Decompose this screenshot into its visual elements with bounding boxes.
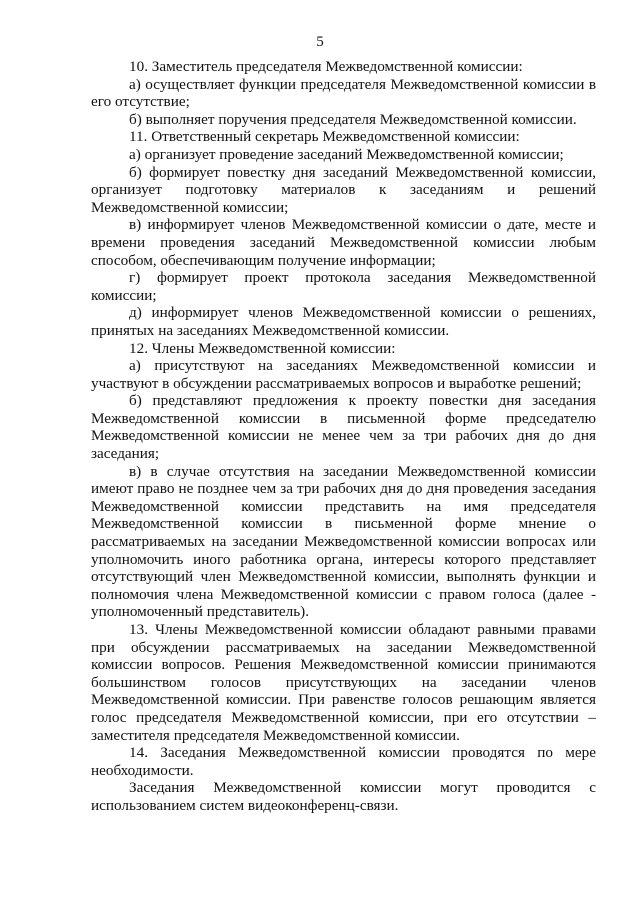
paragraph: б) формирует повестку дня заседаний Межведомственной комиссии, организует подготовку материалов к заседаниям и решений Межведомственной комиссии;: [91, 163, 596, 216]
paragraph: а) присутствуют на заседаниях Межведомственной комиссии и участвуют в обсуждении рассматриваемых вопросов и выработке решений;: [91, 357, 596, 392]
paragraph: д) информирует членов Межведомственной комиссии о решениях, принятых на заседаниях Межведомственной комиссии.: [91, 304, 596, 339]
paragraph: 10. Заместитель председателя Межведомственной комиссии:: [129, 58, 523, 75]
paragraph: Заседания Межведомственной комиссии могут проводится с использованием систем видеоконференц-связи.: [91, 779, 596, 814]
paragraph: б) представляют предложения к проекту повестки дня заседания Межведомственной комиссии в письменной форме председателю Межведомственной комиссии не менее чем за три рабочих дня до дня заседания;: [91, 392, 596, 463]
paragraph: г) формирует проект протокола заседания Межведомственной комиссии;: [91, 269, 596, 304]
paragraph: 14. Заседания Межведомственной комиссии проводятся по мере необходимости.: [91, 744, 596, 779]
paragraph: 11. Ответственный секретарь Межведомственной комиссии:: [129, 128, 520, 146]
document-body: [91, 58, 596, 815]
paragraph: 13. Члены Межведомственной комиссии обладают равными правами при обсуждении рассматриваемых на заседании Межведомственной комиссии вопросов. Решения Межведомственной комиссии принимаются большинством голосов присутствующих на заседании членов Межведомственной комиссии. При равенстве голосов решающим является голос председателя Межведомственной комиссии, при его отсутствии – заместителя председателя Межведомственной комиссии.: [91, 621, 596, 744]
paragraph: в) информирует членов Межведомственной комиссии о дате, месте и времени проведения заседаний Межведомственной комиссии любым способом, обеспечивающим получение информации;: [91, 216, 596, 269]
paragraph: а) осуществляет функции председателя Межведомственной комиссии в его отсутствие;: [91, 75, 596, 111]
paragraph: в) в случае отсутствия на заседании Межведомственной комиссии имеют право не позднее чем за три рабочих дня до дня проведения заседания Межведомственной комиссии представить на имя председателя Межведомственной комиссии в письменной форме мнение о рассматриваемых на заседании Межведомственной комиссии вопросах или уполномочить иного работника органа, интересы которого представляет отсутствующий член Межведомственной комиссии, выполнять функции и полномочия члена Межведомственной комиссии с правом голоса (далее - уполномоченный представитель).: [91, 462, 596, 621]
paragraph: б) выполняет поручения председателя Межведомственной комиссии.: [129, 110, 577, 128]
paragraph: а) организует проведение заседаний Межведомственной комиссии;: [129, 145, 564, 163]
paragraph: 12. Члены Межведомственной комиссии:: [129, 339, 396, 357]
page-number: 5: [316, 34, 324, 50]
